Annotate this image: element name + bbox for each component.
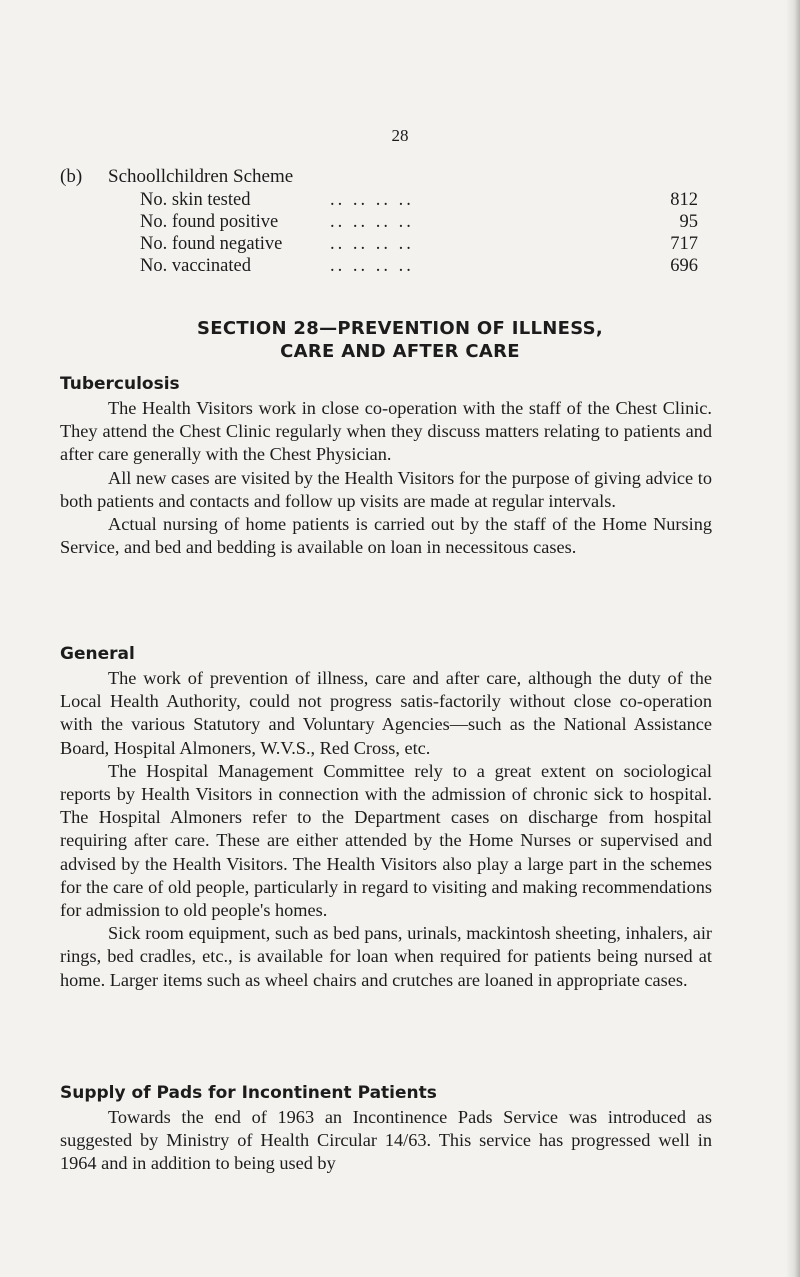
stat-row-found-negative bbox=[140, 233, 698, 255]
paragraph: The Hospital Management Committee rely to a great extent on sociological reports by Health Visitors in connection with the admission of chronic sick to hospital. The Hospital Almoners refer to the Department cases on discharge from hospital requiring after care. These are either attended by the Home Nurses or supervised and advised by the Health Visitors. The Health Visitors also play a large part in the schemes for the care of old people, particularly in regard to visiting and making recommendations for admission to old people's homes. bbox=[60, 760, 712, 921]
paragraph: All new cases are visited by the Health Visitors for the purpose of giving advice to both patients and contacts and follow up visits are made at regular intervals. bbox=[60, 467, 712, 511]
paragraph: Towards the end of 1963 an Incontinence Pads Service was introduced as suggested by Ministry of Health Circular 14/63. This service has progressed well in 1964 and in addition to being used by bbox=[60, 1107, 712, 1174]
section-title bbox=[0, 317, 800, 363]
scheme-letter: (b) bbox=[60, 166, 83, 187]
stat-label: No. skin tested bbox=[140, 190, 251, 210]
pads-heading: Supply of Pads for Incontinent Patients bbox=[60, 1083, 437, 1103]
section-title-line2: CARE AND AFTER CARE bbox=[280, 341, 520, 362]
stat-value: 696 bbox=[670, 256, 698, 276]
leader-dots: .. .. .. .. bbox=[330, 256, 414, 276]
leader-dots: .. .. .. .. bbox=[330, 212, 414, 232]
paragraph: Sick room equipment, such as bed pans, urinals, mackintosh sheeting, inhalers, air rings, bed cradles, etc., is available for loan when required for patients being nursed at home. Larger items such as wheel chairs and crutches are loaned in appropriate cases. bbox=[60, 923, 712, 990]
pads-block bbox=[60, 1082, 712, 1176]
scheme-heading bbox=[60, 165, 700, 189]
leader-dots: .. .. .. .. bbox=[330, 234, 414, 254]
stat-label: No. vaccinated bbox=[140, 256, 251, 276]
paragraph: Actual nursing of home patients is carried out by the staff of the Home Nursing Service, and bed and bedding is available on loan in necessitous cases. bbox=[60, 514, 712, 558]
tuberculosis-heading: Tuberculosis bbox=[60, 374, 180, 394]
schoolchildren-scheme bbox=[60, 165, 700, 277]
stat-label: No. found negative bbox=[140, 234, 283, 254]
tuberculosis-block bbox=[60, 373, 712, 559]
stat-row-skin-tested bbox=[140, 189, 698, 211]
stat-value: 812 bbox=[670, 190, 698, 210]
page-edge-shadow bbox=[786, 0, 800, 1277]
scheme-title: Schoollchildren Scheme bbox=[108, 166, 294, 187]
paragraph: The Health Visitors work in close co-operation with the staff of the Chest Clinic. They attend the Chest Clinic regularly when they discuss matters relating to patients and after care generally with the Chest Physician. bbox=[60, 398, 712, 465]
stat-row-vaccinated bbox=[140, 255, 698, 277]
section-title-line1: SECTION 28—PREVENTION OF ILLNESS, bbox=[196, 318, 604, 339]
general-heading: General bbox=[60, 644, 135, 664]
leader-dots: .. .. .. .. bbox=[330, 190, 414, 210]
stat-value: 95 bbox=[679, 212, 698, 232]
general-block bbox=[60, 643, 712, 992]
stat-value: 717 bbox=[670, 234, 698, 254]
stat-label: No. found positive bbox=[140, 212, 279, 232]
page-number: 28 bbox=[391, 126, 409, 145]
paragraph: The work of prevention of illness, care and after care, although the duty of the Local Health Authority, could not progress satis-factorily without close co-operation with the various Statutory and Voluntary Agencies—such as the National Assistance Board, Hospital Almoners, W.V.S., Red Cross, etc. bbox=[60, 668, 712, 758]
stat-row-found-positive bbox=[140, 211, 698, 233]
